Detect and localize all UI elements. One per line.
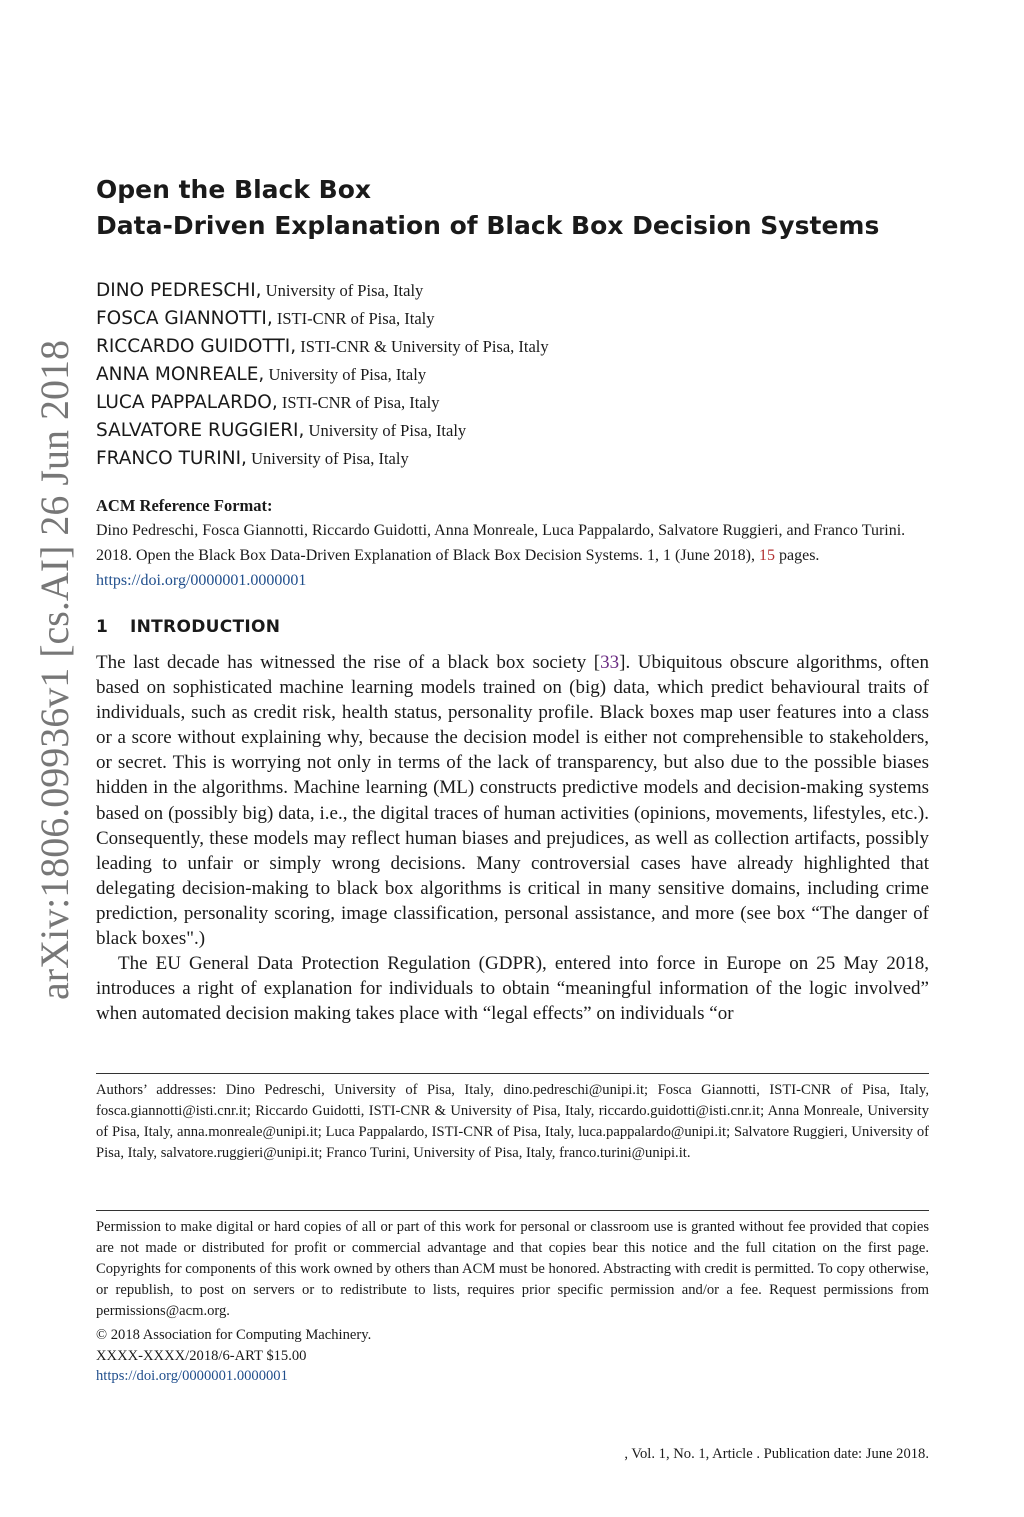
publication-meta [96,1325,596,1387]
author-row [96,277,936,305]
paragraph-text: ]. Ubiquitous obscure algorithms, often based on sophisticated machine learning models trained on (big) data, which predict behavioural traits of individuals, such as credit risk, health status, personality profile. Black boxes map user features into a class or a score without explaining why, because the decision model is either not comprehensible to stakeholders, or secret. This is worrying not only in terms of the lack of transparency, but also due to the possible biases hidden in the algorithms. Machine learning (ML) constructs predictive models and decision-making systems based on (possibly big) data, i.e., the digital traces of human activities (opinions, movements, lifestyles, etc.). Consequently, these models may reflect human biases and prejudices, as well as collection artifacts, possibly leading to unfair or simply wrong decisions. Many controversial cases have already highlighted that delegating decision-making to black box algorithms is critical in many sensitive domains, including crime prediction, personality scoring, image classification, personal assistance, and more (see box “The danger of black boxes".) [96,652,929,950]
author-name: SALVATORE RUGGIERI, [96,420,305,441]
author-row [96,305,936,333]
copyright-line: © 2018 Association for Computing Machinery. [96,1327,372,1343]
author-name: RICCARDO GUIDOTTI, [96,336,297,357]
author-name: DINO PEDRESCHI, [96,280,262,301]
section-heading-introduction [96,617,280,637]
title-line-1: Open the Black Box [96,175,372,204]
author-list [96,277,936,473]
author-affiliation: University of Pisa, Italy [246,449,409,468]
doi-link[interactable]: https://doi.org/0000001.0000001 [96,572,307,589]
author-affiliation: ISTI-CNR of Pisa, Italy [277,393,440,412]
author-name: LUCA PAPPALARDO, [96,392,278,413]
section-title: INTRODUCTION [130,617,281,637]
acm-reference-pages-label: pages. [775,547,820,564]
paragraph-text: The last decade has witnessed the rise of a black box society [ [96,652,601,673]
arxiv-stamp: arXiv:1806.09936v1 [cs.AI] 26 Jun 2018 [32,340,77,1000]
author-row [96,417,936,445]
acm-reference-citation: Dino Pedreschi, Fosca Giannotti, Riccardo Guidotti, Anna Monreale, Luca Pappalardo, Salvatore Ruggieri, and Franco Turini. 2018. Open the Black Box Data-Driven Explanation of Black Box Decision Systems. 1, 1 (June 2018), [96,522,906,564]
section-number: 1 [96,617,109,637]
paragraph [96,650,929,951]
paper-title [96,172,936,244]
author-row [96,389,936,417]
acm-reference-format [96,493,929,593]
author-affiliation: University of Pisa, Italy [261,281,424,300]
page-count-link[interactable]: 15 [759,547,775,564]
author-row [96,445,936,473]
acm-reference-heading: ACM Reference Format: [96,496,273,515]
author-row [96,333,936,361]
acm-reference-text [96,518,929,593]
introduction-body [96,650,929,1026]
permission-notice: Permission to make digital or hard copies of all or part of this work for personal or classroom use is granted without fee provided that copies are not made or distributed for profit or commercial advantage and that copies bear this notice and the full citation on the first page. Copyrights for components of this work owned by others than ACM must be honored. Abstracting with credit is permitted. To copy otherwise, or republish, to post on servers or to redistribute to lists, requires prior specific permission and/or a fee. Request permissions from permissions@acm.org. [96,1219,929,1319]
page-footer: , Vol. 1, No. 1, Article . Publication date: June 2018. [624,1446,929,1462]
permission-divider [96,1210,929,1211]
author-affiliation: University of Pisa, Italy [264,365,427,384]
author-affiliation: ISTI-CNR of Pisa, Italy [272,309,435,328]
authors-addresses: Authors’ addresses: Dino Pedreschi, University of Pisa, Italy, dino.pedreschi@unipi.it; Fosca Giannotti, ISTI-CNR of Pisa, Italy, fosca.giannotti@isti.cnr.it; Riccardo Guidotti, ISTI-CNR & University of Pisa, Italy, riccardo.guidotti@isti.cnr.it; Anna Monreale, University of Pisa, Italy, anna.monreale@unipi.it; Luca Pappalardo, ISTI-CNR of Pisa, Italy, luca.pappalardo@unipi.it; Salvatore Ruggieri, University of Pisa, Italy, salvatore.ruggieri@unipi.it; Franco Turini, University of Pisa, Italy, franco.turini@unipi.it. [96,1082,929,1161]
citation-link[interactable]: 33 [600,652,620,673]
article-code: XXXX-XXXX/2018/6-ART $15.00 [96,1347,307,1364]
footnote-divider [96,1073,929,1074]
author-row [96,361,936,389]
author-name: ANNA MONREALE, [96,364,265,385]
author-affiliation: University of Pisa, Italy [304,421,467,440]
author-name: FOSCA GIANNOTTI, [96,308,273,329]
doi-footer-link[interactable]: https://doi.org/0000001.0000001 [96,1368,288,1384]
author-affiliation: ISTI-CNR & University of Pisa, Italy [296,337,549,356]
title-line-2: Data-Driven Explanation of Black Box Decision Systems [96,211,880,240]
author-name: FRANCO TURINI, [96,448,247,469]
paragraph: The EU General Data Protection Regulation (GDPR), entered into force in Europe on 25 May 2018, introduces a right of explanation for individuals to obtain “meaningful information of the logic involved” when automated decision making takes place with “legal effects” on individuals “or [96,953,929,1025]
